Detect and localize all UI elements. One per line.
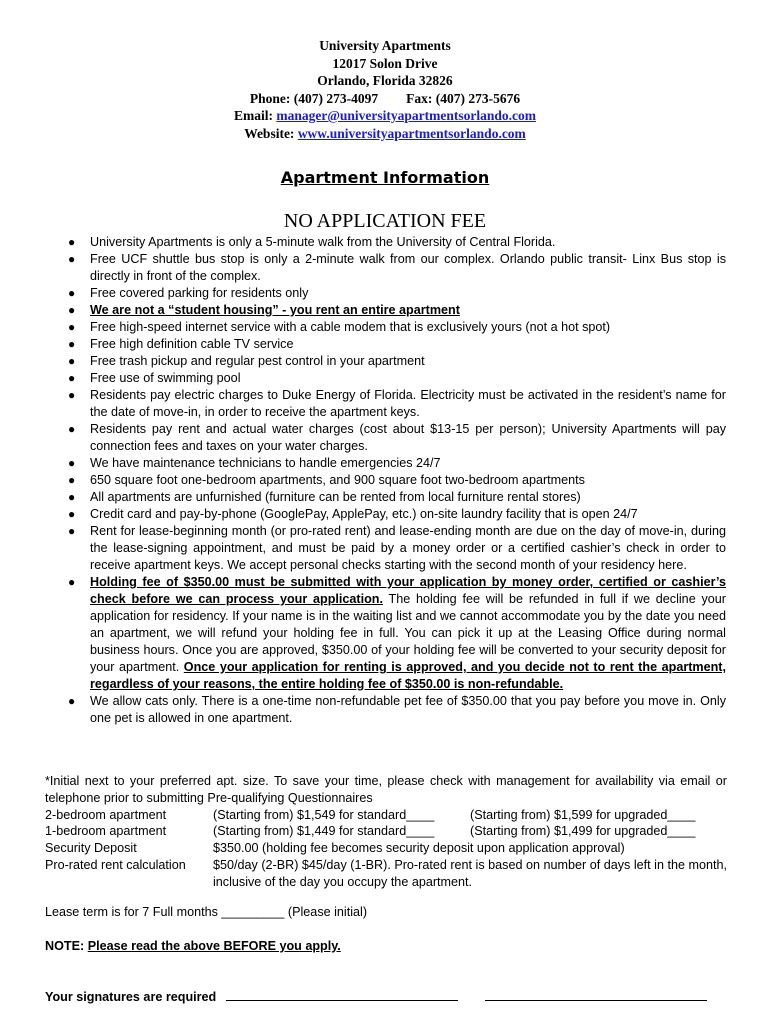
bullet-icon: ● bbox=[68, 456, 76, 470]
email-line bbox=[0, 107, 770, 125]
list-item bbox=[0, 523, 770, 574]
note-label: NOTE: bbox=[45, 939, 85, 953]
list-item bbox=[0, 455, 770, 472]
bullet-icon: ● bbox=[68, 575, 76, 589]
email-link[interactable]: manager@universityapartmentsorlando.com bbox=[276, 108, 537, 123]
no-application-fee-heading: NO APPLICATION FEE bbox=[283, 210, 487, 232]
holding-fee-text: The holding fee will be refunded in full if we decline your application for residency. If your name is in the waiting list and we cannot accommodate you by the date you need an apartment, we will refund your holding fee in full. You can pick it up at the Leasing Office during normal business hours. Once you are approved, $350.00 of your holding fee will be converted to your security deposit for your apartment. bbox=[90, 592, 726, 674]
bullet-icon: ● bbox=[68, 252, 76, 266]
price-label: 1-bedroom apartment bbox=[45, 824, 167, 839]
list-item bbox=[0, 489, 770, 506]
price-row-1br bbox=[45, 823, 727, 840]
list-item bbox=[0, 234, 770, 251]
list-item bbox=[0, 285, 770, 302]
list-item-text: Free UCF shuttle bus stop is only a 2-minute walk from our complex. Orlando public transit- Linx Bus stop is directly in front of the complex. bbox=[90, 252, 726, 283]
list-item bbox=[0, 693, 770, 727]
price-label: Pro-rated rent calculation bbox=[45, 857, 186, 872]
city-state-zip: Orlando, Florida 32826 bbox=[317, 73, 453, 88]
street-address: 12017 Solon Drive bbox=[332, 55, 438, 71]
bullet-icon: ● bbox=[68, 371, 76, 385]
bullet-icon: ● bbox=[68, 286, 76, 300]
list-item-text: All apartments are unfurnished (furniture can be rented from local furniture rental stores) bbox=[90, 490, 581, 504]
price-upgraded: (Starting from) $1,599 for upgraded____ bbox=[470, 807, 696, 822]
holding-fee-bold-text: Holding fee of $350.00 must be submitted with your application by money order, certified or cashier’s check before we can process your application. bbox=[90, 575, 726, 606]
list-item-text: University Apartments is only a 5-minute walk from the University of Central Florida. bbox=[90, 235, 556, 249]
bullet-icon: ● bbox=[68, 303, 76, 317]
pricing-intro: *Initial next to your preferred apt. size. To save your time, please check with management for availability via email or telephone prior to submitting Pre-qualifying Questionnaires bbox=[45, 774, 727, 805]
list-item bbox=[0, 506, 770, 523]
website-line bbox=[0, 125, 770, 143]
price-label: 2-bedroom apartment bbox=[45, 807, 167, 822]
prorated-rent-row bbox=[45, 857, 727, 891]
prorated-rent-value: $50/day (2-BR) $45/day (1-BR). Pro-rated rent is based on number of days left in the month, inclusive of the day you occupy the apartment. bbox=[213, 857, 727, 889]
note-line bbox=[45, 939, 341, 953]
list-item-text: Free high-speed internet service with a cable modem that is exclusively yours (not a hot spot) bbox=[90, 320, 611, 334]
list-item bbox=[0, 574, 770, 693]
signature-label: Your signatures are required bbox=[45, 990, 217, 1004]
pricing-section bbox=[45, 773, 727, 891]
bullet-icon: ● bbox=[68, 422, 76, 436]
bullet-icon: ● bbox=[68, 235, 76, 249]
list-item-text: Free high definition cable TV service bbox=[90, 337, 294, 351]
list-item-text: Credit card and pay-by-phone (GooglePay, ApplePay, etc.) on-site laundry facility that is open 24/7 bbox=[90, 507, 638, 521]
list-item-text: We are not a “student housing” - you rent an entire apartment bbox=[90, 303, 460, 317]
list-item bbox=[0, 319, 770, 336]
list-item bbox=[0, 472, 770, 489]
bullet-icon: ● bbox=[68, 320, 76, 334]
bullet-icon: ● bbox=[68, 473, 76, 487]
list-item bbox=[0, 336, 770, 353]
bullet-icon: ● bbox=[68, 524, 76, 538]
company-name: University Apartments bbox=[319, 38, 451, 53]
signature-field-2[interactable] bbox=[485, 988, 707, 1001]
website-link[interactable]: www.universityapartmentsorlando.com bbox=[297, 125, 526, 141]
list-item-text: Free use of swimming pool bbox=[90, 371, 241, 385]
lease-term-line: Lease term is for 7 Full months _________ (Please initial) bbox=[45, 905, 368, 919]
note-text: Please read the above BEFORE you apply. bbox=[87, 939, 341, 953]
bullet-icon: ● bbox=[68, 507, 76, 521]
list-item-text: Rent for lease-beginning month (or pro-rated rent) and lease-ending month are due on the day of move-in, during the lease-signing appointment, and must be paid by a money order or a certified cashier’s check in order to receive apartment keys. We accept personal checks starting with the second month of your residency here. bbox=[90, 524, 726, 572]
signature-line bbox=[45, 988, 735, 1004]
bullet-icon: ● bbox=[68, 337, 76, 351]
phone-number: Phone: (407) 273-4097 bbox=[249, 90, 379, 106]
list-item bbox=[0, 251, 770, 285]
email-label: Email: bbox=[233, 108, 273, 123]
security-deposit-row bbox=[45, 840, 727, 857]
list-item bbox=[0, 370, 770, 387]
security-deposit-value: $350.00 (holding fee becomes security deposit upon application approval) bbox=[213, 841, 625, 856]
list-item-text: Residents pay electric charges to Duke Energy of Florida. Electricity must be activated in the resident’s name for the date of move-in, in order to receive the apartment keys. bbox=[90, 388, 726, 419]
signature-field-1[interactable] bbox=[226, 988, 458, 1001]
list-item bbox=[0, 421, 770, 455]
list-item-text: Free trash pickup and regular pest control in your apartment bbox=[90, 354, 425, 368]
price-label: Security Deposit bbox=[45, 841, 137, 856]
price-row-2br bbox=[45, 807, 727, 824]
non-refundable-bold-text: Once your application for renting is approved, and you decide not to rent the apartment, regardless of your reasons, the entire holding fee of $350.00 is non-refundable. bbox=[90, 660, 727, 691]
list-item-text: 650 square foot one-bedroom apartments, and 900 square foot two-bedroom apartments bbox=[90, 473, 585, 487]
price-standard: (Starting from) $1,449 for standard____ bbox=[213, 824, 435, 839]
list-item bbox=[0, 353, 770, 370]
website-label: Website: bbox=[244, 125, 295, 141]
info-bullet-list bbox=[0, 234, 770, 727]
letterhead bbox=[0, 37, 770, 142]
price-upgraded: (Starting from) $1,499 for upgraded____ bbox=[470, 824, 696, 839]
bullet-icon: ● bbox=[68, 388, 76, 402]
list-item-text: Free covered parking for residents only bbox=[90, 286, 309, 300]
list-item bbox=[0, 387, 770, 421]
page-title: Apartment Information bbox=[280, 168, 490, 187]
price-standard: (Starting from) $1,549 for standard____ bbox=[213, 807, 435, 822]
bullet-icon: ● bbox=[68, 694, 76, 708]
list-item bbox=[0, 302, 770, 319]
bullet-icon: ● bbox=[68, 354, 76, 368]
phone-fax-line bbox=[0, 90, 770, 108]
bullet-icon: ● bbox=[68, 490, 76, 504]
fax-number: Fax: (407) 273-5676 bbox=[406, 90, 521, 106]
list-item-text: We allow cats only. There is a one-time non-refundable pet fee of $350.00 that you pay before you move in. Only one pet is allowed in one apartment. bbox=[90, 694, 726, 725]
list-item-text: We have maintenance technicians to handle emergencies 24/7 bbox=[90, 456, 441, 470]
list-item-text: Residents pay rent and actual water charges (cost about $13-15 per person); University Apartments will pay connection fees and taxes on your water charges. bbox=[90, 422, 726, 453]
